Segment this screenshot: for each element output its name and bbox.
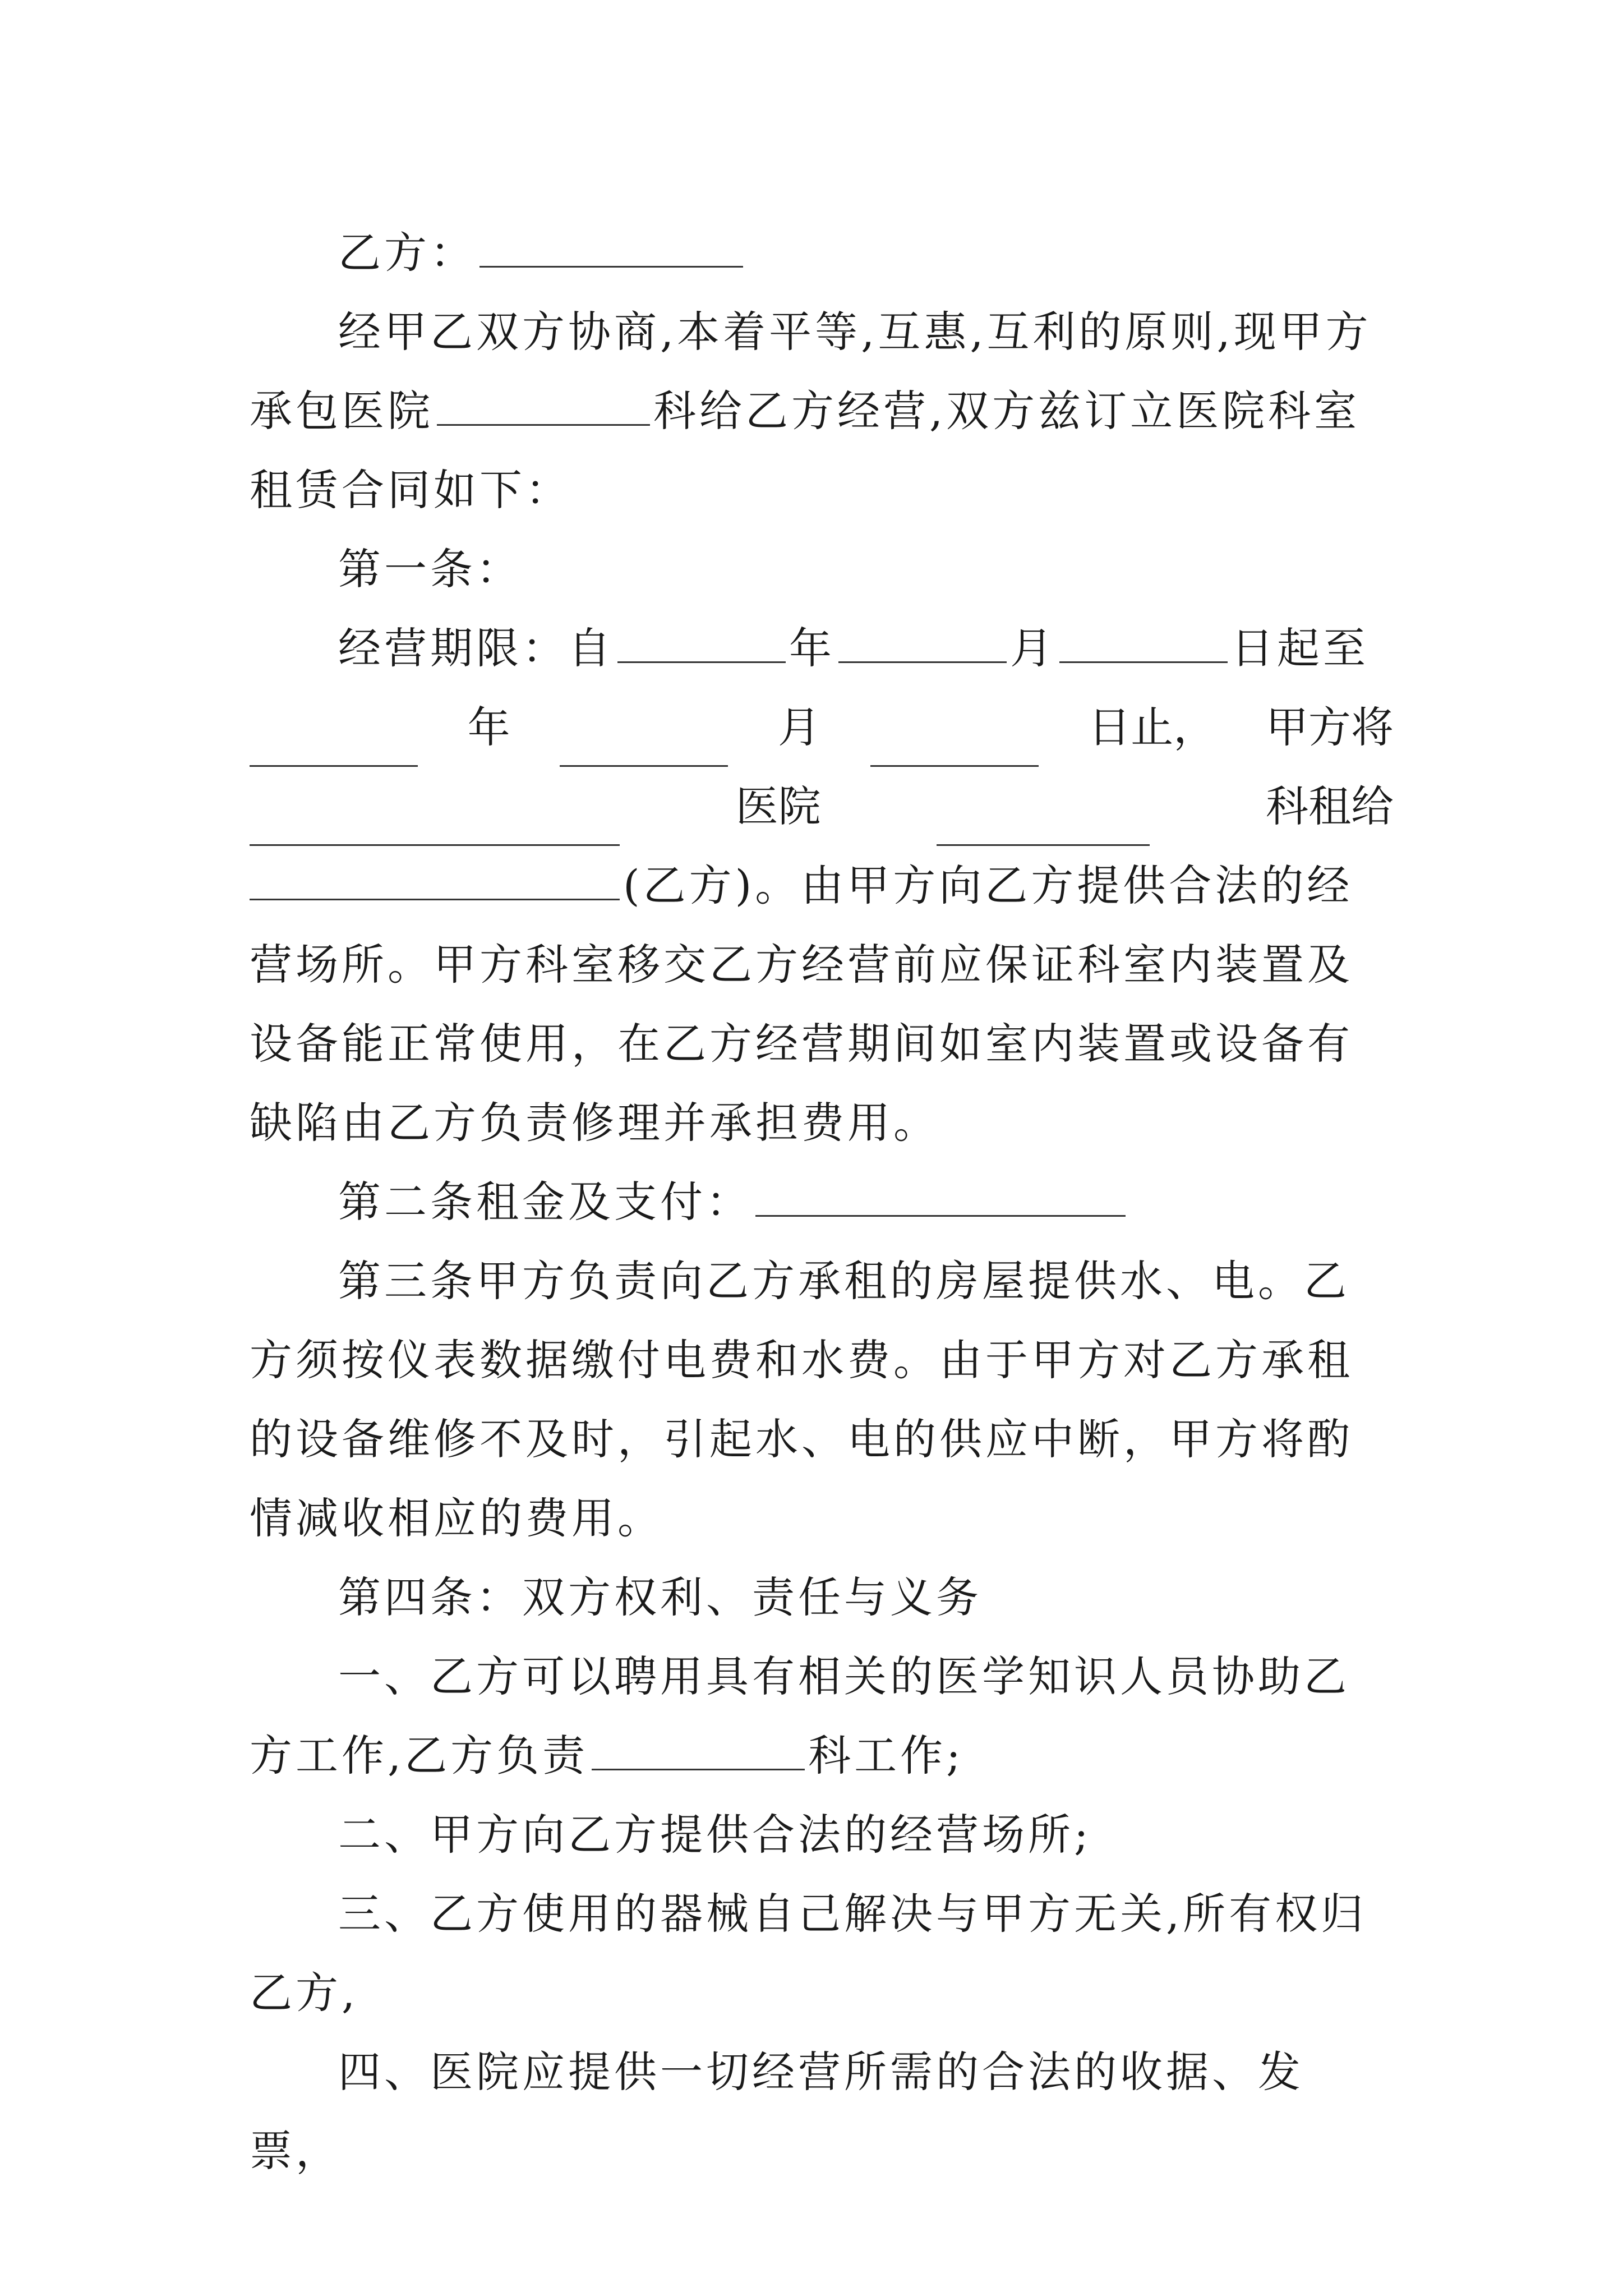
article4-title: 第四条：双方权利、责任与义务 (338, 1572, 982, 1622)
item4-paragraph: 四、医院应提供一切经营所需的合法的收据、发票， (250, 2047, 1304, 2176)
item1-text-b: 科工作; (808, 1731, 964, 1780)
party-b-blank[interactable] (479, 234, 743, 268)
article2-label: 第二条租金及支付： (338, 1177, 752, 1227)
start-month-blank[interactable] (838, 630, 1007, 663)
term-paragraph-tail (250, 846, 1394, 1162)
hospital-line (250, 767, 1394, 846)
item3-paragraph: 三、乙方使用的器械自己解决与甲方无关,所有权归乙方, (250, 1889, 1367, 2018)
document-body (250, 213, 1394, 2191)
term-end-line (250, 688, 1394, 767)
item1-text-a: 一、乙方可以聘用具有相关的医学知识人员协助乙方工作,乙方负责 (250, 1651, 1350, 1780)
lessee-blank[interactable] (250, 867, 620, 900)
rent-payment-blank[interactable] (755, 1184, 1126, 1217)
year-label: 年 (789, 623, 835, 673)
party-b-line (250, 213, 1394, 292)
end-year-blank[interactable] (250, 734, 418, 767)
end-year-label: 年 (467, 702, 510, 752)
end-month-label: 月 (777, 702, 820, 752)
item2-paragraph: 二、甲方向乙方提供合法的经营场所; (338, 1810, 1092, 1860)
day-to-label: 日止， (1088, 702, 1216, 752)
party-b-label: 乙方： (338, 228, 476, 278)
party-a-will-label: 甲方将 (1265, 702, 1394, 752)
end-day-blank[interactable] (870, 734, 1039, 767)
rent-department-blank[interactable] (937, 813, 1150, 846)
day-from-label: 日起至 (1231, 623, 1369, 673)
article3-paragraph: 第三条甲方负责向乙方承租的房屋提供水、电。乙方须按仪表数据缴付电费和水费。由于甲方对乙方承租的设备维修不及时，引起水、电的供应中断，甲方将酌情减收相应的费用。 (250, 1256, 1353, 1543)
start-year-blank[interactable] (617, 630, 786, 663)
end-month-blank[interactable] (560, 734, 728, 767)
hospital-label: 医院 (735, 781, 821, 831)
month-label: 月 (1010, 623, 1056, 673)
article1-title: 第一条： (338, 544, 522, 594)
hospital-name-blank[interactable] (250, 813, 620, 846)
term-text-tail: (乙方)。由甲方向乙方提供合法的经营场所。甲方科室移交乙方经营前应保证科室内装置及设备能正常使用，在乙方经营期间如室内装置或设备有缺陷由乙方负责修理并承担费用。 (250, 861, 1353, 1148)
department-blank[interactable] (437, 393, 650, 426)
term-line (250, 609, 1394, 688)
item1-paragraph (250, 1637, 1394, 1795)
start-day-blank[interactable] (1059, 630, 1228, 663)
article2-line (250, 1162, 1394, 1241)
term-label: 经营期限：自 (338, 623, 614, 673)
intro-text-2: 科给乙方经营,双方兹订立医院科室租赁合同如下： (250, 386, 1361, 515)
responsible-department-blank[interactable] (592, 1737, 805, 1770)
intro-text-1: 经甲乙双方协商,本着平等,互惠,互利的原则,现甲方承包医院 (250, 307, 1372, 436)
rent-to-label: 科租给 (1265, 781, 1394, 831)
intro-paragraph (250, 292, 1394, 530)
